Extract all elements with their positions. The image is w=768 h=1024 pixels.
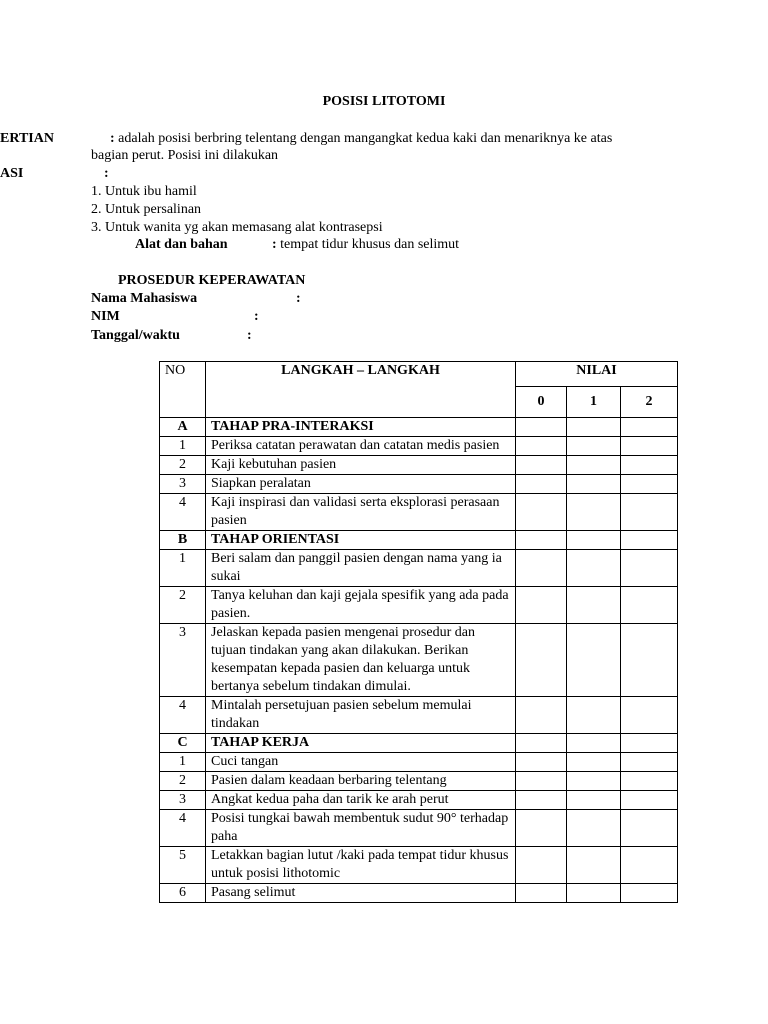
score-cell[interactable] <box>621 847 678 884</box>
step-text: Beri salam dan panggil pasien dengan nama yang ia sukai <box>206 550 516 587</box>
score-cell[interactable] <box>621 437 678 456</box>
score-cell[interactable] <box>567 587 621 624</box>
score-cell[interactable] <box>567 697 621 734</box>
score-cell[interactable] <box>516 587 567 624</box>
score-cell[interactable] <box>621 624 678 697</box>
procedure-heading: PROSEDUR KEPERAWATAN <box>118 273 306 288</box>
step-text: Periksa catatan perawatan dan catatan medis pasien <box>206 437 516 456</box>
table-row <box>160 884 678 903</box>
section-code: C <box>160 734 206 753</box>
table-row <box>160 772 678 791</box>
tools-value: tempat tidur khusus dan selimut <box>276 237 460 252</box>
score-cell[interactable] <box>516 456 567 475</box>
tools-label: Alat dan bahan <box>135 237 228 252</box>
step-number: 4 <box>160 494 206 531</box>
score-cell[interactable] <box>567 624 621 697</box>
score-cell[interactable] <box>567 475 621 494</box>
score-cell[interactable] <box>621 456 678 475</box>
score-cell[interactable] <box>567 847 621 884</box>
step-number: 6 <box>160 884 206 903</box>
table-row <box>160 550 678 587</box>
step-text: Letakkan bagian lutut /kaki pada tempat tidur khusus untuk posisi lithotomic <box>206 847 516 884</box>
score-cell[interactable] <box>621 884 678 903</box>
score-cell[interactable] <box>567 418 621 437</box>
field-label-nim: NIM <box>91 309 120 324</box>
score-cell[interactable] <box>567 531 621 550</box>
indication-item-3: 3. Untuk wanita yg akan memasang alat kontrasepsi <box>91 220 383 235</box>
score-cell[interactable] <box>567 734 621 753</box>
table-row <box>160 791 678 810</box>
score-cell[interactable] <box>516 753 567 772</box>
table-row <box>160 624 678 697</box>
score-cell[interactable] <box>516 475 567 494</box>
section-row <box>160 734 678 753</box>
score-cell[interactable] <box>516 847 567 884</box>
section-row <box>160 418 678 437</box>
checklist-body <box>160 418 678 903</box>
score-cell[interactable] <box>516 494 567 531</box>
section-row <box>160 531 678 550</box>
definition-text: adalah posisi berbring telentang dengan mangangkat kedua kaki dan menariknya ke atas <box>114 131 613 146</box>
table-row <box>160 475 678 494</box>
field-label-nama: Nama Mahasiswa <box>91 291 198 306</box>
definition-colon: : <box>110 131 115 146</box>
step-number: 1 <box>160 550 206 587</box>
table-row <box>160 456 678 475</box>
score-cell[interactable] <box>567 772 621 791</box>
step-number: 2 <box>160 772 206 791</box>
document-title: POSISI LITOTOMI <box>322 94 446 109</box>
score-cell[interactable] <box>621 418 678 437</box>
score-header-2: 2 <box>621 387 678 418</box>
table-row <box>160 587 678 624</box>
score-cell[interactable] <box>567 494 621 531</box>
score-cell[interactable] <box>516 550 567 587</box>
step-text: Tanya keluhan dan kaji gejala spesifik yang ada pada pasien. <box>206 587 516 624</box>
section-code: A <box>160 418 206 437</box>
checklist-table <box>159 361 678 903</box>
step-text: Kaji inspirasi dan validasi serta eksplorasi perasaan pasien <box>206 494 516 531</box>
header-score: NILAI <box>516 362 678 387</box>
step-number: 4 <box>160 810 206 847</box>
score-cell[interactable] <box>567 550 621 587</box>
score-cell[interactable] <box>516 884 567 903</box>
score-cell[interactable] <box>567 456 621 475</box>
header-no: NO <box>160 362 206 418</box>
score-cell[interactable] <box>567 753 621 772</box>
step-number: 5 <box>160 847 206 884</box>
step-number: 1 <box>160 753 206 772</box>
step-number: 3 <box>160 624 206 697</box>
indication-label: ASI <box>0 166 24 181</box>
field-colon-nama: : <box>296 291 301 306</box>
table-row <box>160 494 678 531</box>
score-cell[interactable] <box>621 550 678 587</box>
score-cell[interactable] <box>621 697 678 734</box>
definition-label: ERTIAN <box>0 131 54 146</box>
score-cell[interactable] <box>516 437 567 456</box>
step-text: Pasang selimut <box>206 884 516 903</box>
section-title: TAHAP PRA-INTERAKSI <box>206 418 516 437</box>
step-text: Pasien dalam keadaan berbaring telentang <box>206 772 516 791</box>
score-cell[interactable] <box>567 884 621 903</box>
step-text: Kaji kebutuhan pasien <box>206 456 516 475</box>
score-header-0: 0 <box>516 387 567 418</box>
step-text: Angkat kedua paha dan tarik ke arah perut <box>206 791 516 810</box>
score-cell[interactable] <box>516 734 567 753</box>
score-cell[interactable] <box>621 810 678 847</box>
table-row <box>160 697 678 734</box>
definition-text-line2: bagian perut. Posisi ini dilakukan <box>91 148 279 163</box>
tools-colon: : <box>272 237 277 252</box>
field-colon-tanggal: : <box>247 328 252 343</box>
table-row <box>160 437 678 456</box>
step-number: 2 <box>160 587 206 624</box>
score-cell[interactable] <box>621 587 678 624</box>
step-number: 3 <box>160 791 206 810</box>
section-code: B <box>160 531 206 550</box>
score-cell[interactable] <box>516 810 567 847</box>
table-row <box>160 810 678 847</box>
score-cell[interactable] <box>516 772 567 791</box>
field-label-tanggal: Tanggal/waktu <box>91 328 180 343</box>
definition-text-line1 <box>110 130 612 148</box>
step-text: Cuci tangan <box>206 753 516 772</box>
score-cell[interactable] <box>621 734 678 753</box>
score-cell[interactable] <box>516 624 567 697</box>
step-number: 3 <box>160 475 206 494</box>
score-cell[interactable] <box>621 531 678 550</box>
step-number: 2 <box>160 456 206 475</box>
indication-item-1: 1. Untuk ibu hamil <box>91 184 197 199</box>
score-cell[interactable] <box>567 810 621 847</box>
score-cell[interactable] <box>516 697 567 734</box>
step-text: Siapkan peralatan <box>206 475 516 494</box>
step-number: 1 <box>160 437 206 456</box>
indication-item-2: 2. Untuk persalinan <box>91 202 202 217</box>
table-row <box>160 847 678 884</box>
table-row <box>160 753 678 772</box>
tools-value-line <box>272 236 459 254</box>
score-cell[interactable] <box>621 494 678 531</box>
score-cell[interactable] <box>516 418 567 437</box>
score-cell[interactable] <box>621 791 678 810</box>
score-cell[interactable] <box>516 531 567 550</box>
indication-colon: : <box>104 166 109 181</box>
step-text: Posisi tungkai bawah membentuk sudut 90° terhadap paha <box>206 810 516 847</box>
score-header-1: 1 <box>567 387 621 418</box>
score-cell[interactable] <box>621 753 678 772</box>
step-text: Jelaskan kepada pasien mengenai prosedur dan tujuan tindakan yang akan dilakukan. Berikan kesempatan kepada pasien dan keluarga untuk bertanya sebelum tindakan dimulai. <box>206 624 516 697</box>
step-number: 4 <box>160 697 206 734</box>
section-title: TAHAP ORIENTASI <box>206 531 516 550</box>
field-colon-nim: : <box>254 309 259 324</box>
score-cell[interactable] <box>621 772 678 791</box>
section-title: TAHAP KERJA <box>206 734 516 753</box>
header-steps: LANGKAH – LANGKAH <box>206 362 516 418</box>
score-cell[interactable] <box>621 475 678 494</box>
score-cell[interactable] <box>567 437 621 456</box>
score-cell[interactable] <box>567 791 621 810</box>
score-cell[interactable] <box>516 791 567 810</box>
step-text: Mintalah persetujuan pasien sebelum memulai tindakan <box>206 697 516 734</box>
